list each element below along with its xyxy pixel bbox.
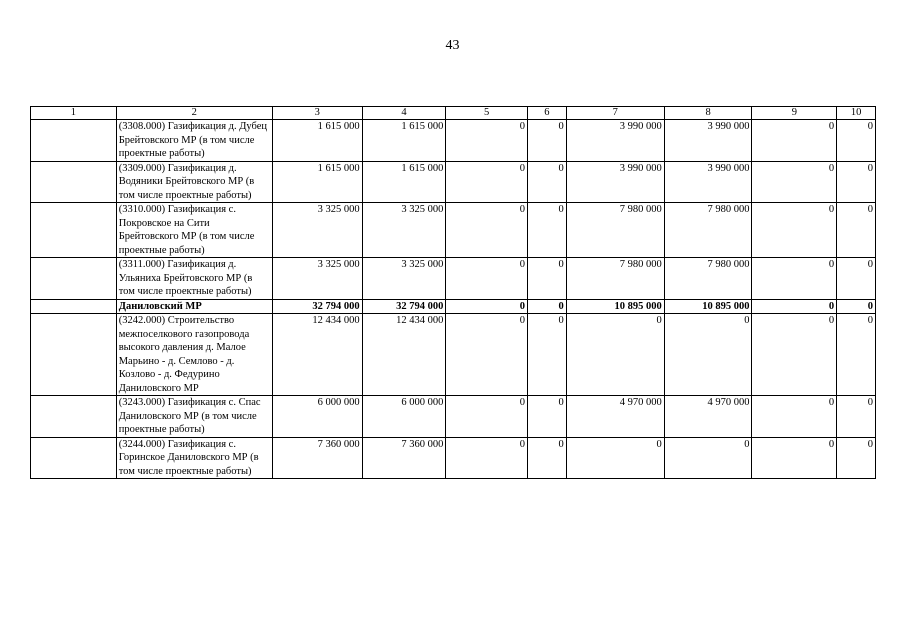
column-header: 8 <box>664 107 752 120</box>
value-cell: 12 434 000 <box>272 314 362 396</box>
value-cell: 0 <box>752 314 837 396</box>
value-cell: 3 325 000 <box>272 258 362 300</box>
page-number: 43 <box>445 38 460 53</box>
table-row <box>31 203 876 258</box>
column-header: 4 <box>362 107 446 120</box>
value-cell: 3 990 000 <box>664 120 752 162</box>
value-cell: 32 794 000 <box>362 299 446 314</box>
value-cell: 4 970 000 <box>664 396 752 438</box>
table-row <box>31 258 876 300</box>
item-name-cell: (3311.000) Газификация д. Ульяниха Брейтовского МР (в том числе проектные работы) <box>116 258 272 300</box>
value-cell: 12 434 000 <box>362 314 446 396</box>
column-header: 6 <box>527 107 566 120</box>
item-name-cell: (3310.000) Газификация с. Покровское на Сити Брейтовского МР (в том числе проектные работы) <box>116 203 272 258</box>
value-cell: 0 <box>527 314 566 396</box>
column-header: 1 <box>31 107 117 120</box>
value-cell: 3 990 000 <box>566 120 664 162</box>
value-cell: 7 360 000 <box>362 437 446 479</box>
value-cell: 0 <box>527 299 566 314</box>
value-cell: 0 <box>446 396 528 438</box>
value-cell: 0 <box>446 314 528 396</box>
value-cell: 7 360 000 <box>272 437 362 479</box>
value-cell: 0 <box>752 161 837 203</box>
table-row <box>31 314 876 396</box>
value-cell: 7 980 000 <box>664 258 752 300</box>
value-cell: 0 <box>837 258 876 300</box>
value-cell: 0 <box>527 437 566 479</box>
value-cell: 7 980 000 <box>664 203 752 258</box>
column-header: 5 <box>446 107 528 120</box>
value-cell: 0 <box>837 396 876 438</box>
header-row <box>31 107 876 120</box>
table-row <box>31 299 876 314</box>
item-name-cell: (3242.000) Строительство межпоселкового газопровода высокого давления д. Малое Марьино - д. Семлово - д. Козлово - д. Федурино Даниловского МР <box>116 314 272 396</box>
value-cell: 0 <box>752 258 837 300</box>
value-cell: 0 <box>752 437 837 479</box>
index-cell <box>31 161 117 203</box>
value-cell: 1 615 000 <box>272 161 362 203</box>
value-cell: 0 <box>446 203 528 258</box>
value-cell: 10 895 000 <box>566 299 664 314</box>
item-name-cell: (3309.000) Газификация д. Водяники Брейтовского МР (в том числе проектные работы) <box>116 161 272 203</box>
column-header: 2 <box>116 107 272 120</box>
value-cell: 0 <box>664 314 752 396</box>
value-cell: 0 <box>527 258 566 300</box>
index-cell <box>31 437 117 479</box>
value-cell: 0 <box>446 437 528 479</box>
table-body <box>31 120 876 479</box>
index-cell <box>31 396 117 438</box>
table-row <box>31 120 876 162</box>
value-cell: 1 615 000 <box>362 161 446 203</box>
value-cell: 0 <box>527 120 566 162</box>
value-cell: 0 <box>527 396 566 438</box>
value-cell: 0 <box>446 161 528 203</box>
item-name-cell: (3244.000) Газификация с. Горинское Даниловского МР (в том числе проектные работы) <box>116 437 272 479</box>
item-name-cell: (3308.000) Газификация д. Дубец Брейтовского МР (в том числе проектные работы) <box>116 120 272 162</box>
value-cell: 0 <box>527 203 566 258</box>
column-header: 7 <box>566 107 664 120</box>
value-cell: 0 <box>752 203 837 258</box>
value-cell: 0 <box>446 258 528 300</box>
value-cell: 32 794 000 <box>272 299 362 314</box>
value-cell: 0 <box>837 299 876 314</box>
value-cell: 4 970 000 <box>566 396 664 438</box>
value-cell: 3 325 000 <box>272 203 362 258</box>
value-cell: 1 615 000 <box>272 120 362 162</box>
value-cell: 3 990 000 <box>664 161 752 203</box>
value-cell: 7 980 000 <box>566 258 664 300</box>
index-cell <box>31 258 117 300</box>
column-header: 10 <box>837 107 876 120</box>
value-cell: 0 <box>837 120 876 162</box>
table-row <box>31 437 876 479</box>
item-name-cell: (3243.000) Газификация с. Спас Даниловского МР (в том числе проектные работы) <box>116 396 272 438</box>
value-cell: 6 000 000 <box>362 396 446 438</box>
value-cell: 0 <box>527 161 566 203</box>
value-cell: 6 000 000 <box>272 396 362 438</box>
value-cell: 7 980 000 <box>566 203 664 258</box>
value-cell: 0 <box>752 299 837 314</box>
index-cell <box>31 203 117 258</box>
column-header: 3 <box>272 107 362 120</box>
value-cell: 0 <box>837 437 876 479</box>
value-cell: 0 <box>446 120 528 162</box>
index-cell <box>31 299 117 314</box>
item-name-cell: Даниловский МР <box>116 299 272 314</box>
table-row <box>31 161 876 203</box>
column-header: 9 <box>752 107 837 120</box>
value-cell: 0 <box>837 314 876 396</box>
value-cell: 3 325 000 <box>362 258 446 300</box>
value-cell: 0 <box>752 396 837 438</box>
value-cell: 0 <box>566 314 664 396</box>
value-cell: 0 <box>446 299 528 314</box>
value-cell: 3 325 000 <box>362 203 446 258</box>
value-cell: 0 <box>752 120 837 162</box>
value-cell: 0 <box>566 437 664 479</box>
data-table <box>30 106 876 479</box>
index-cell <box>31 120 117 162</box>
value-cell: 0 <box>664 437 752 479</box>
value-cell: 0 <box>837 161 876 203</box>
index-cell <box>31 314 117 396</box>
value-cell: 0 <box>837 203 876 258</box>
value-cell: 3 990 000 <box>566 161 664 203</box>
value-cell: 1 615 000 <box>362 120 446 162</box>
value-cell: 10 895 000 <box>664 299 752 314</box>
table-row <box>31 396 876 438</box>
